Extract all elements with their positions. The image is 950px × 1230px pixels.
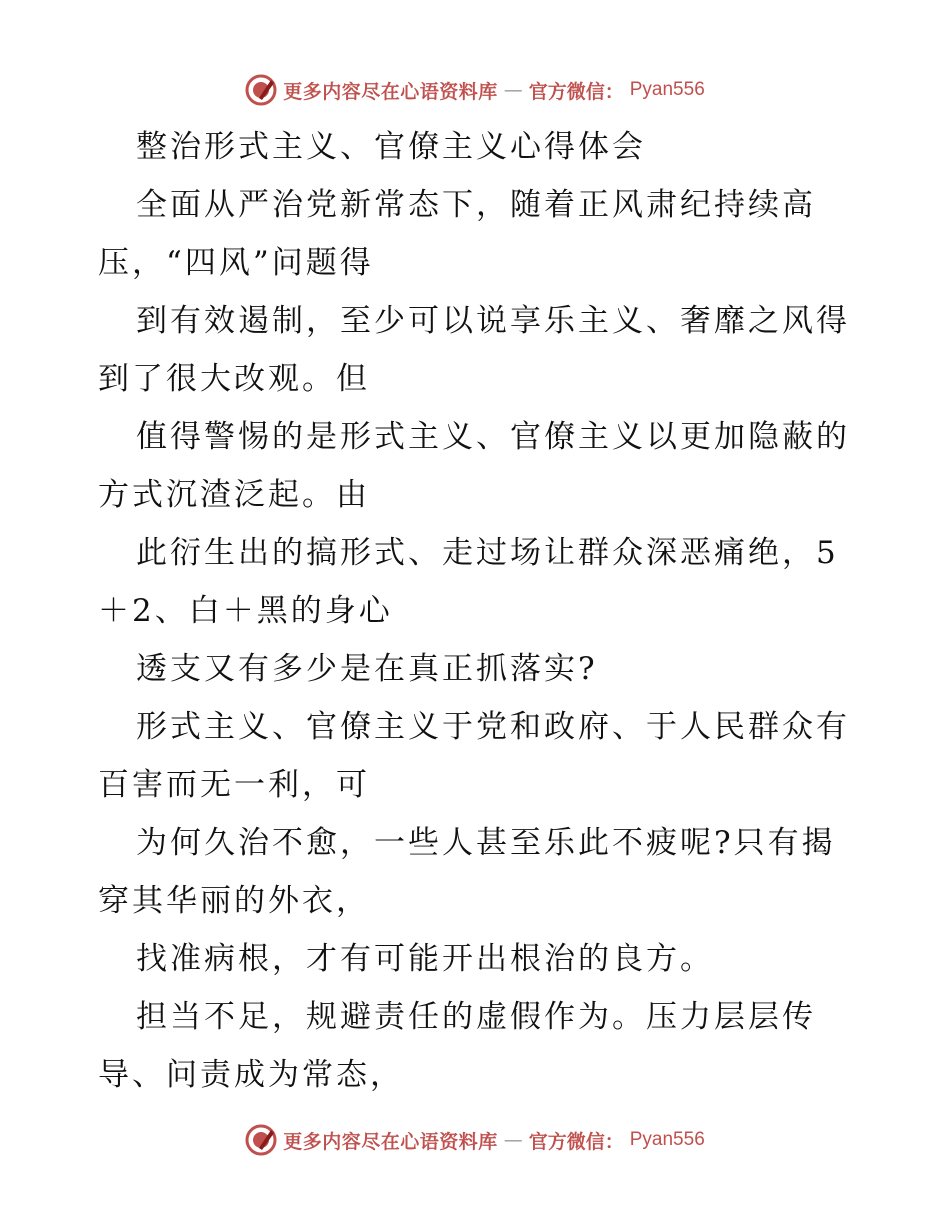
text-line: 为何久治不愈，一些人甚至乐此不疲呢?只有揭 (136, 825, 836, 861)
text-line: 值得警惕的是形式主义、官僚主义以更加隐蔽的 (136, 419, 850, 455)
text-line: ＋2、白＋黑的身心 (98, 593, 393, 629)
banner-site-name: 更多内容尽在心语资料库 (283, 1130, 498, 1153)
header-banner (0, 70, 950, 110)
text-line: 导、问责成为常态， (98, 1057, 404, 1093)
banner-site-name: 更多内容尽在心语资料库 (283, 80, 498, 103)
banner-dash: — (503, 79, 523, 101)
footer-banner (0, 1120, 950, 1160)
text-line: 形式主义、官僚主义于党和政府、于人民群众有 (136, 709, 850, 745)
banner-wechat-id: Pyan556 (629, 79, 705, 100)
banner-wechat-label: 官方微信： (528, 1130, 624, 1153)
text-line: 到了很大改观。但 (98, 361, 370, 397)
pen-logo-icon (245, 1124, 277, 1156)
banner-wechat-label: 官方微信： (528, 80, 624, 103)
text-line: 百害而无一利，可 (98, 767, 370, 803)
text-line: 担当不足，规避责任的虚假作为。压力层层传 (136, 999, 816, 1035)
document-body (98, 118, 858, 1104)
text-line: 压，“四风”问题得 (98, 245, 374, 281)
text-line: 全面从严治党新常态下，随着正风肃纪持续高 (136, 187, 816, 223)
text-line: 到有效遏制，至少可以说享乐主义、奢靡之风得 (136, 303, 850, 339)
banner-wechat-id: Pyan556 (629, 1129, 705, 1150)
banner-inner (245, 74, 705, 106)
banner-inner (245, 1124, 705, 1156)
text-line: 找准病根，才有可能开出根治的良方。 (136, 941, 714, 977)
text-line: 整治形式主义、官僚主义心得体会 (136, 129, 646, 165)
banner-dash: — (503, 1129, 523, 1151)
text-line: 此衍生出的搞形式、走过场让群众深恶痛绝，5 (136, 535, 839, 571)
text-line: 透支又有多少是在真正抓落实? (136, 651, 598, 687)
pen-logo-icon (245, 74, 277, 106)
text-line: 穿其华丽的外衣， (98, 883, 370, 919)
text-line: 方式沉渣泛起。由 (98, 477, 370, 513)
